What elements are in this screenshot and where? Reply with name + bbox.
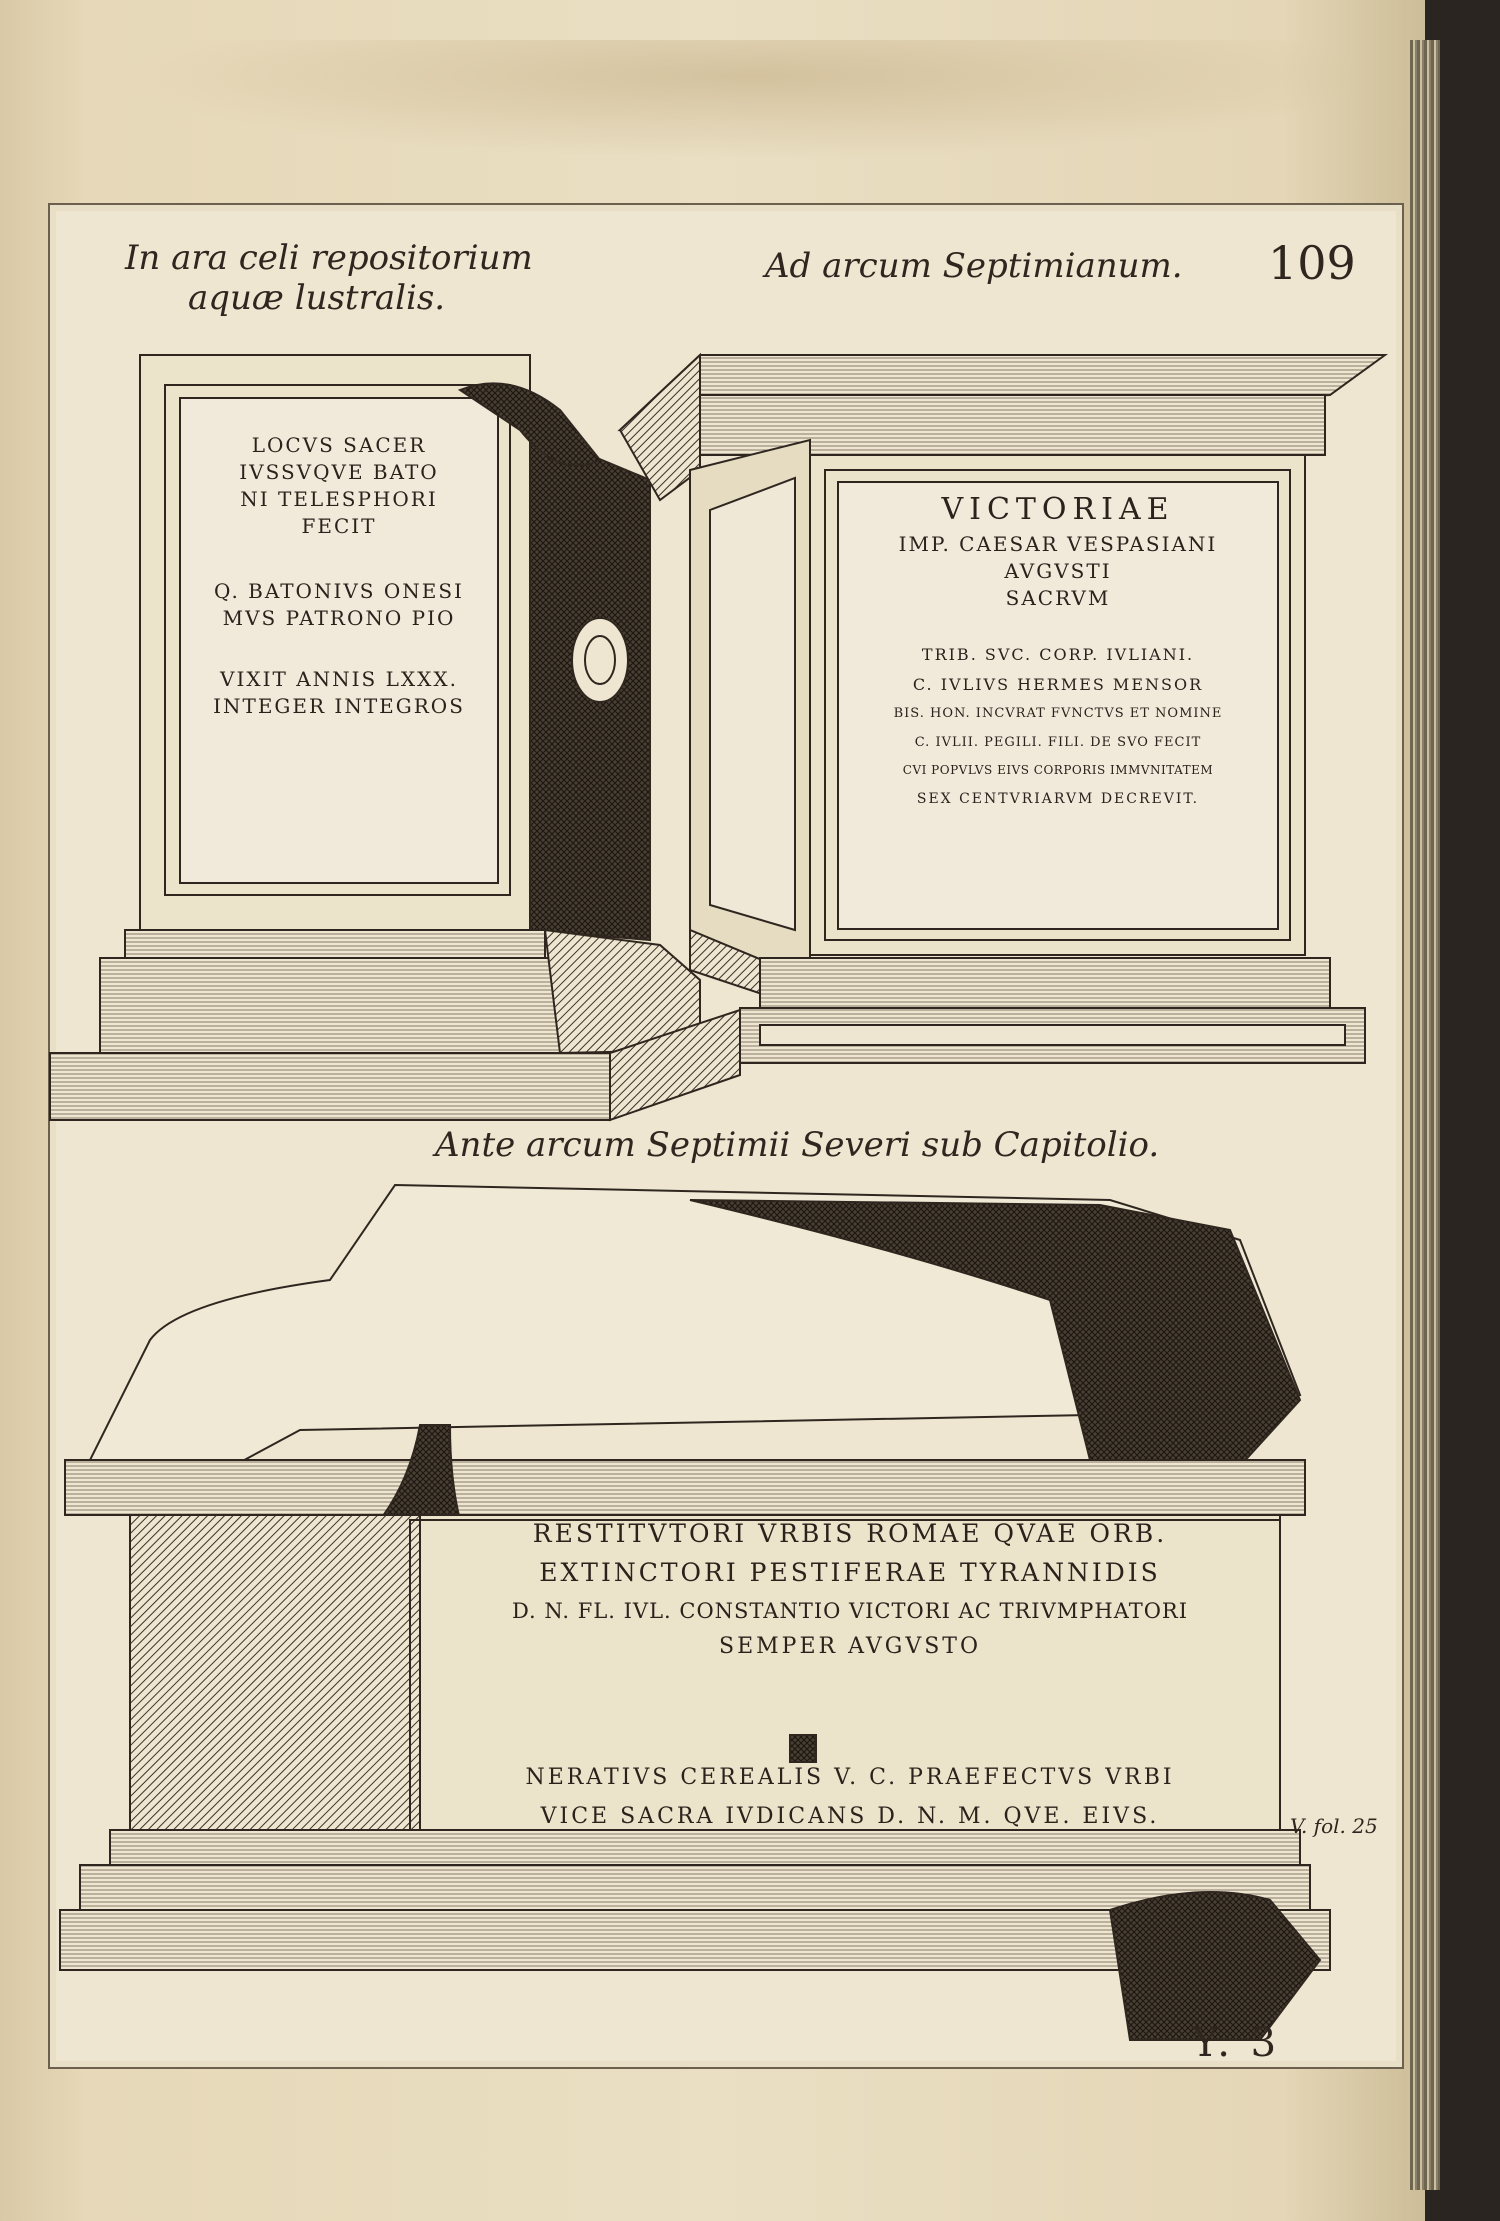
signature-mark: Y. 3 bbox=[1192, 2020, 1281, 2066]
margin-note: V. fol. 25 bbox=[1290, 1814, 1378, 1838]
inscription-line: SACRVM bbox=[1005, 585, 1111, 610]
inscription-line: NI TELESPHORI bbox=[240, 487, 438, 511]
inscription-line: RESTITVTORI VRBIS ROMAE QVAE ORB. bbox=[532, 1519, 1168, 1548]
inscription-line: C. IVLIVS HERMES MENSOR bbox=[912, 674, 1204, 694]
inscription-line: EXTINCTORI PESTIFERAE TYRANNIDIS bbox=[539, 1557, 1161, 1587]
inscription-line: CVI POPVLVS EIVS CORPORIS IMMVNITATEM bbox=[902, 763, 1214, 778]
inscription-line: VIXIT ANNIS LXXX. bbox=[220, 667, 458, 691]
inscription-title: VICTORIAE bbox=[941, 492, 1175, 527]
inscription-line: INTEGER INTEGROS bbox=[213, 694, 465, 718]
inscription-line: BIS. HON. INCVRAT FVNCTVS ET NOMINE bbox=[893, 706, 1223, 722]
left-altar-inscription bbox=[180, 432, 498, 720]
inscription-line: SEX CENTVRIARVM DECREVIT. bbox=[916, 791, 1200, 808]
inscription-line: NERATIVS CEREALIS V. C. PRAEFECTVS VRBI bbox=[525, 1765, 1175, 1791]
inscription-line: TRIB. SVC. CORP. IVLIANI. bbox=[921, 644, 1195, 664]
left-caption-line1: In ara celi repositorium bbox=[125, 238, 533, 278]
inscription-line: IMP. CAESAR VESPASIANI bbox=[898, 531, 1218, 556]
right-caption: Ad arcum Septimianum. bbox=[765, 246, 1183, 286]
middle-caption: Ante arcum Septimii Severi sub Capitolio. bbox=[435, 1125, 1160, 1165]
inscription-line: Q. BATONIVS ONESI bbox=[214, 579, 464, 603]
inscription-line: D. N. FL. IVL. CONSTANTIO VICTORI AC TRIVMPHATORI bbox=[511, 1598, 1189, 1623]
inscription-line: IVSSVQVE BATO bbox=[239, 460, 439, 484]
inscription-line: MVS PATRONO PIO bbox=[222, 606, 456, 630]
inscription-line: VICE SACRA IVDICANS D. N. M. QVE. EIVS. bbox=[540, 1803, 1160, 1829]
inscription-line: AVGVSTI bbox=[1004, 558, 1112, 583]
inscription-line: LOCVS SACER bbox=[251, 433, 427, 457]
inscription-line: FECIT bbox=[301, 514, 377, 538]
right-altar-inscription bbox=[838, 490, 1278, 814]
inscription-line: SEMPER AVGVSTO bbox=[719, 1634, 981, 1660]
inscription-line: C. IVLII. PEGILI. FILI. DE SVO FECIT bbox=[914, 734, 1202, 750]
page-number: 109 bbox=[1268, 236, 1356, 290]
bottom-altar-inscription bbox=[420, 1515, 1280, 1836]
left-caption-line2: aquæ lustralis. bbox=[188, 278, 446, 318]
